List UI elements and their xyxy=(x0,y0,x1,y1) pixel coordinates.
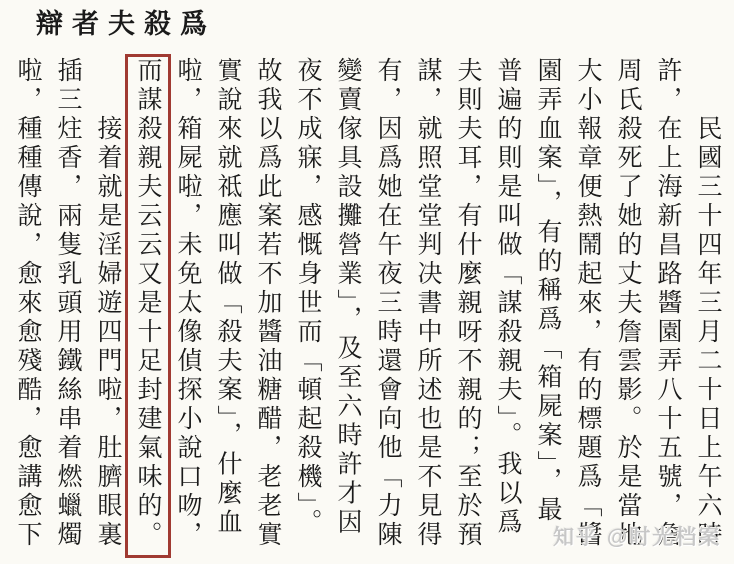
article-columns xyxy=(8,57,728,555)
text-column: 啦，箱屍啦，未免太像偵探小說口吻， xyxy=(174,57,203,550)
text-column: 實說來就祗應叫做「殺夫案」，什麼血 xyxy=(214,57,243,538)
watermark xyxy=(553,521,721,551)
text-column: 接着就是淫婦遊四門啦，肚臍眼裏 xyxy=(94,115,123,550)
text-column: 大小報章便熱鬧起來，有的標題爲「醬 xyxy=(574,57,603,550)
text-column: 謀，就照堂堂判决書中所述也是不見得 xyxy=(414,57,443,550)
watermark-text: 知乎 @时光档案 xyxy=(553,526,722,549)
highlighted-text-column: 而謀殺親夫云云又是十足封建氣味的。 xyxy=(128,57,168,555)
text-column: 園弄血案」，有的稱爲「箱屍案」，最 xyxy=(534,57,563,525)
text-column: 插三炷香，兩隻乳頭用鐵絲串着燃蠟燭 xyxy=(54,57,83,550)
text-column: 啦，種種傳說，愈來愈殘酷，愈講愈下 xyxy=(14,57,43,550)
text-column: 普遍的則是叫做「謀殺親夫」。我以爲 xyxy=(494,57,523,538)
text-column: 夫則夫耳，有什麼親呀不親的；至於預 xyxy=(454,57,483,550)
page-title: 辯者夫殺爲 xyxy=(36,9,216,40)
text-column: 周氏殺死了她的丈夫詹雲影。於是當地 xyxy=(614,57,643,550)
text-column: 民國三十四年三月二十日上午六時 xyxy=(694,115,723,550)
text-column: 變賣傢具設攤營業」，及至六時許才因 xyxy=(334,57,363,538)
text-column: 夜不成寐，感慨身世而「頓起殺機」。 xyxy=(294,57,323,538)
text-column: 故我以爲此案若不加醬油糖醋，老老實 xyxy=(254,57,283,550)
text-column: 有，因爲她在午夜三時還會向他「力陳 xyxy=(374,57,403,550)
text-column: 許，在上海新昌路醬園弄八十五號，詹 xyxy=(654,57,683,550)
